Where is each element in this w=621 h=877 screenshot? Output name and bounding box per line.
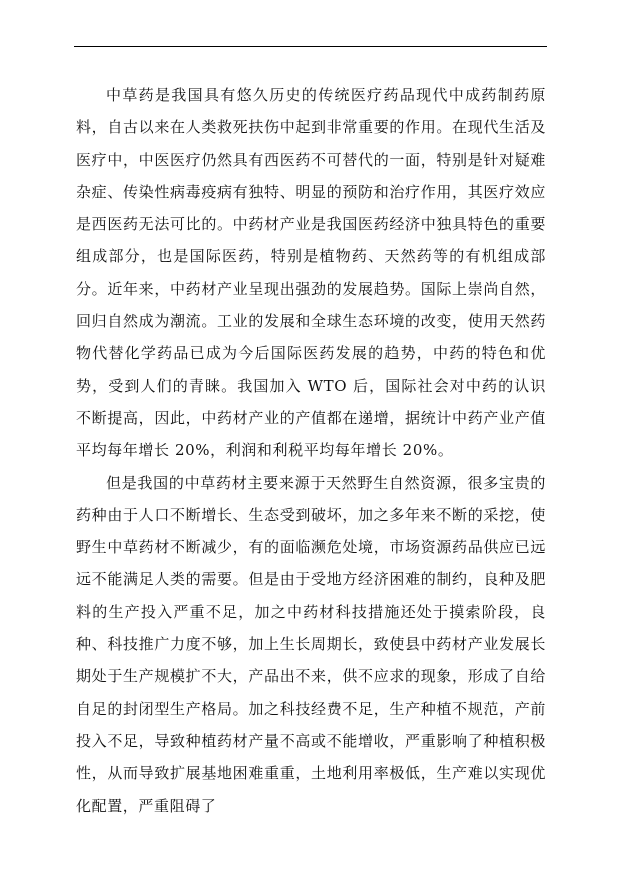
paragraph-2: 但是我国的中草药材主要来源于天然野生自然资源，很多宝贵的药种由于人口不断增长、生态受到破坏，加之多年来不断的采挖，使野生中草药材不断减少，有的面临濒危处境，市场资源药品供应已远远不能满足人类的需要。但是由于受地方经济困难的制约，良种及肥料的生产投入严重不足，加之中药材科技措施还处于摸索阶段，良种、科技推广力度不够，加上生长周期长，致使县中药材产业发展长期处于生产规模扩不大，产品出不来，供不应求的现象，形成了自给自足的封闭型生产格局。加之科技经费不足，生产种植不规范，产前投入不足，导致种植药材产量不高或不能增收，严重影响了种植积极性，从而导致扩展基地困难重重，土地利用率极低，生产难以实现优化配置，严重阻碍了 (76, 473, 546, 815)
header-rule (74, 46, 547, 47)
paragraph-1: 中草药是我国具有悠久历史的传统医疗药品现代中成药制药原料，自古以来在人类救死扶伤中起到非常重要的作用。在现代生活及医疗中，中医医疗仍然具有西医药不可替代的一面，特别是针对疑难杂症、传染性病毒疫病有独特、明显的预防和治疗作用，其医疗效应是西医药无法可比的。中药材产业是我国医药经济中独具特色的重要组成部分，也是国际医药，特别是植物药、天然药等的有机组成部分。近年来，中药材产业呈现出强劲的发展趋势。国际上崇尚自然，回归自然成为潮流。工业的发展和全球生态环境的改变，使用天然药物代替化学药品已成为今后国际医药发展的趋势，中药的特色和优势，受到人们的青睐。我国加入 WTO 后，国际社会对中药的认识不断提高，因此，中药材产业的产值都在递增，据统计中药产业产值平均每年增长 20%，利润和利税平均每年增长 20%。 (76, 86, 546, 460)
document-body (76, 79, 546, 822)
